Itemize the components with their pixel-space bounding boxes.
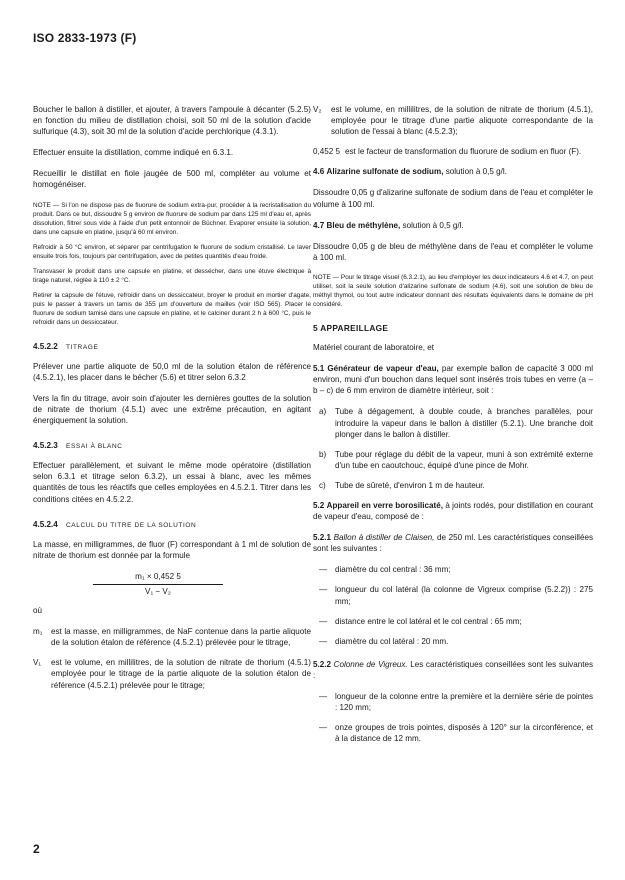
formula-numerator: m₁ × 0,452 5 [93,571,223,585]
definition [33,657,311,690]
section-number: 4.5.2.4 [33,519,58,529]
section-title: Ballon à distiller de Claisen, [333,533,435,543]
section-title: Générateur de vapeur d'eau, [327,364,439,374]
definition-symbol: V₂ [313,105,322,114]
paragraph: Effectuer parallèlement, et suivant le même mode opératoire (distillation selon 6.3.1 et titrage selon 6.3.2), un essai à blanc, avec les mêmes quantités de tous les réactifs que celles employées en 4.5.2.1. Titrer dans les conditions citées en 4.5.2.2. [33,461,311,504]
list-item [313,616,593,627]
paragraph: Matériel courant de laboratoire, et [313,343,435,353]
list-item [313,406,593,439]
note: Retirer la capsule de l'étuve, refroidir dans un dessiccateur, broyer le produit en mortier d'agate, puis le passer à travers un tamis de 355 µm d'ouverture de mailles (voir ISO 565). Placer le fluorure de sodium tamisé dans une capsule en platine, et le calciner durant 2 h à 600 °C, puis le refroidir dans un dessiccateur. [33,291,311,326]
section-heading-essai-blanc [33,440,311,452]
list-text: longueur de la colonne entre la première et la dernière série de pointes : 120 mm; [335,692,593,713]
paragraph: Boucher le ballon à distiller, et ajouter, à travers l'ampoule à décanter (5.2.5) en fonction du milieu de distillation choisi, soit 50 ml de la solution d'acide sulfurique (4.3), soit 30 ml de la solution d'acide perchlorique (4.3.1). [33,105,311,137]
section-number: 4.5.2.2 [33,341,58,351]
dash-marker: — [319,616,328,626]
left-column [33,104,311,700]
list-text: Tube pour réglage du débit de la vapeur, muni à son extrémité externe d'un tube en caoutchouc, équipé d'une pince de Mohr. [335,449,593,470]
page-header: ISO 2833-1973 (F) [33,31,137,45]
list-item [313,691,593,713]
section-title-rest: Les caractéristiques conseillées sont les suivantes : [313,659,594,680]
list-text: distance entre le col latéral et le col central : 65 mm; [335,616,522,626]
right-column [313,104,593,753]
definition-symbol: 0,452 5 [313,147,341,157]
section-title: Appareil en verre borosilicaté, [326,500,443,510]
section-number: 5.2 [313,500,325,510]
dash-marker: — [319,565,328,575]
section-title: CALCUL DU TITRE DE LA SOLUTION [66,521,197,529]
list-text: Tube à dégagement, à double coude, à branches parallèles, pour introduire la vapeur dans le ballon à distiller (5.2.1). Une branche doit plonger dans le ballon à distiller. [335,407,593,439]
formula-denominator: V₁ − V₂ [145,586,171,596]
list-marker: a) [319,407,327,417]
list-text: diamètre du col central : 36 mm; [335,565,451,575]
list-item [313,480,593,491]
section-number: 4.5.2.3 [33,441,58,451]
list-item [313,636,593,647]
dash-marker: — [319,636,328,646]
paragraph: Vers la fin du titrage, avoir soin d'ajouter les dernières gouttes de la solution de nitrate de thorium (4.5.1) avec une extrême précaution, en agitant énergiquement la solution. [33,393,311,426]
list-item [313,584,593,606]
note: Refroidir à 50 °C environ, et séparer par centrifugation le fluorure de sodium cristallisé. Le laver ensuite trois fois, toujours par centrifugation, avec de petites quantités d'eau froide. [33,243,311,260]
section-title-rest: de 250 ml. Les caractéristiques conseillées sont les suivantes : [313,533,594,554]
subsection-4-6 [313,166,593,177]
definition [313,146,593,157]
definition-text: est le facteur de transformation du fluorure de sodium en fluor (F). [345,147,582,157]
dash-marker: — [319,585,328,595]
note: NOTE — Si l'on ne dispose pas de fluorure de sodium extra-pur, procéder à la recristallisation du produit. Dans ce but, dissoudre 5 g environ de fluorure de sodium par dans 125 ml d'eau et, après dissolution, filtrer sous vide à l'aide d'un petit entonnoir de Büchner. Evaporer ensuite la solution, dans une capsule en platine, jusqu'à 60 ml environ. [33,201,311,236]
paragraph: Dissoudre 0,05 g d'alizarine sulfonate de sodium dans de l'eau et compléter le volume à 100 ml. [313,188,593,209]
list-marker: c) [319,480,326,490]
section-number: 4.6 [313,167,325,177]
formula [93,571,223,597]
definition-symbol: V₁ [33,658,42,668]
definition [313,104,593,137]
section-number: 5.1 [313,364,325,374]
where-label: où [33,606,43,616]
paragraph: Recueillir le distillat en fiole jaugée de 500 ml, compléter au volume et homogénéiser. [33,169,311,190]
section-title: Bleu de méthylène, [326,220,401,230]
paragraph: Effectuer ensuite la distillation, comme indiqué en 6.3.1. [33,148,234,158]
section-title-rest: solution à 0,5 g/l. [400,220,464,230]
definition-symbol: m₁ [33,627,43,637]
subsection-5-2 [313,500,593,522]
page-number: 2 [33,842,40,856]
list-text: Tube de sûreté, d'environ 1 m de hauteur. [335,480,485,490]
section-number: 4.7 [313,220,325,230]
section-title: Alizarine sulfonate de sodium, [326,167,444,177]
paragraph: La masse, en milligrammes, de fluor (F) correspondant à 1 ml de solution de nitrate de thorium est donnée par la formule [33,539,311,560]
paragraph: Prélever une partie aliquote de 50,0 ml de la solution étalon de référence (4.5.2.1), les placer dans le bécher (5.6) et titrer selon 6.3.2 [33,361,311,382]
section-title-rest: solution à 0,5 g/l. [443,167,507,177]
definition-text: est le volume, en millilitres, de la solution de nitrate de thorium (4.5.1), employée pour le titrage d'une partie aliquote correspondante de la solution de l'essai à blanc (4.5.2.3); [331,105,593,137]
note: NOTE — Pour le titrage visuel (6.3.2.1), au lieu d'employer les deux indicateurs 4.6 et 4.7, on peut utiliser, soit la seule solution d'alizarine sulfonate de sodium (4.6), soit une solution de bleu de méthyl thymol, ou tout autre indicateur donnant des résultats équivalents dans le domaine de pH considéré. [313,273,593,308]
section-title-rest: par exemple ballon de capacité 3 000 ml environ, muni d'un bouchon dans lequel sont insérés trois tubes en verre (a – b – c) de 6 mm environ de diamètre intérieur, soit : [313,364,594,396]
list-item [313,564,593,575]
list-text: diamètre du col latéral : 20 mm. [335,636,449,646]
subsection-5-1 [313,363,593,396]
subsection-5-2-2 [313,659,593,681]
list-item [313,449,593,471]
list-item [313,722,593,744]
section-heading-titrage [33,341,311,353]
section-title-rest: à joints rodés, pour distillation en courant de vapeur d'eau, composé de : [313,500,594,522]
definition-text: est le volume, en millilitres, de la solution de nitrate de thorium (4.5.1) employée pour le titrage de la partie aliquote de la solution étalon de référence (4.5.2.1) prélevée pour le titrage; [51,658,311,690]
subsection-5-2-1 [313,532,593,554]
section-number: 5.2.1 [313,533,332,543]
section-number: 5.2.2 [313,659,332,669]
list-marker: b) [319,449,327,459]
dash-marker: — [319,723,328,733]
subsection-4-7 [313,220,593,231]
dash-marker: — [319,692,328,701]
section-title: TITRAGE [66,343,99,351]
chapter-heading: 5 APPAREILLAGE [313,322,389,333]
list-text: longueur du col latéral (la colonne de Vigreux comprise (5.2.2)) : 275 mm; [335,585,593,606]
section-heading-calcul [33,519,311,531]
note: Transvaser le produit dans une capsule en platine, et dessécher, dans une étuve électrique à tirage naturel, réglée à 110 ± 2 °C. [33,267,311,284]
section-title: Colonne de Vigreux. [333,659,408,669]
list-text: onze groupes de trois pointes, disposés à 120° sur la circonférence, et à la distance de 12 mm. [335,723,593,744]
paragraph: Dissoudre 0,05 g de bleu de méthylène dans de l'eau et compléter le volume à 100 ml. [313,241,593,262]
section-title: ESSAI À BLANC [66,443,123,451]
definition [33,626,311,648]
definition-text: est la masse, en milligrammes, de NaF contenue dans la partie aliquote de la solution étalon de référence (4.5.2.1) prélevée pour le titrage, [51,627,311,648]
